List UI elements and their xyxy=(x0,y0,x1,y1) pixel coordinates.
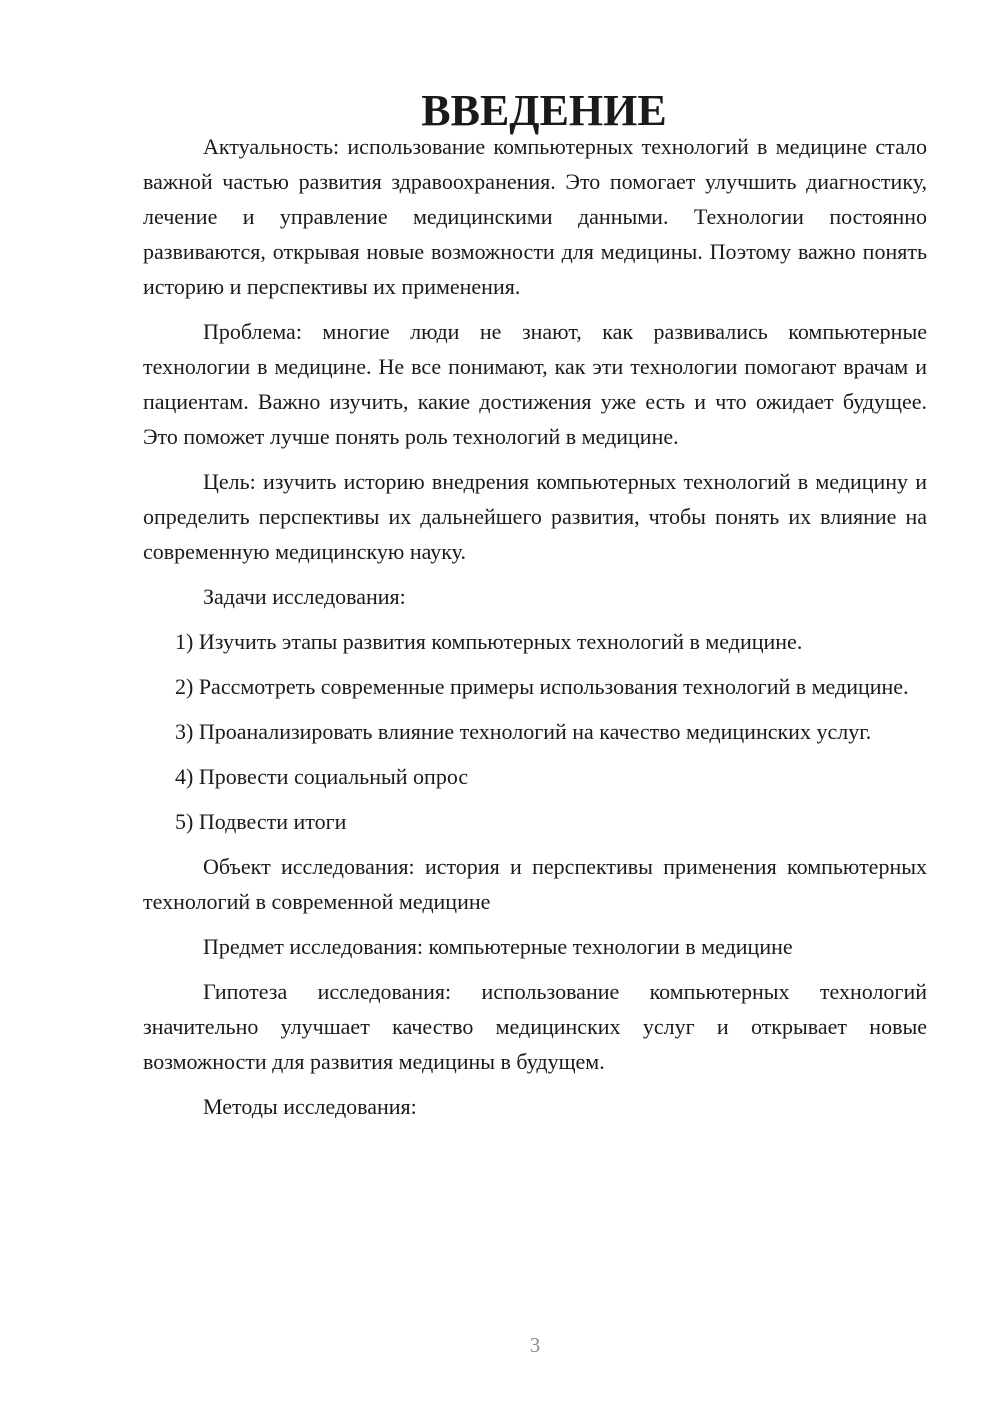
page-number: 3 xyxy=(529,1333,541,1357)
task-item: 1) Изучить этапы развития компьютерных технологий в медицине. xyxy=(175,629,803,654)
hypothesis-paragraph: Гипотеза исследования: использование компьютерных технологий значительно улучшает качество медицинских услуг и открывает новые возможности для развития медицины в будущем. xyxy=(143,979,927,1074)
methods-heading: Методы исследования: xyxy=(203,1094,417,1119)
task-item: 3) Проанализировать влияние технологий на качество медицинских услуг. xyxy=(175,719,872,744)
task-item: 5) Подвести итоги xyxy=(175,809,347,834)
goal-paragraph: Цель: изучить историю внедрения компьютерных технологий в медицину и определить перспективы их дальнейшего развития, чтобы понять их влияние на современную медицинскую науку. xyxy=(143,469,927,564)
task-item: 2) Рассмотреть современные примеры использования технологий в медицине. xyxy=(175,674,909,699)
relevance-paragraph: Актуальность: использование компьютерных технологий в медицине стало важной частью развития здравоохранения. Это помогает улучшить диагностику, лечение и управление медицинскими данными. Технологии постоянно развиваются, открывая новые возможности для медицины. Поэтому важно понять историю и перспективы их применения. xyxy=(143,134,927,299)
task-item: 4) Провести социальный опрос xyxy=(175,764,469,789)
object-paragraph: Объект исследования: история и перспективы применения компьютерных технологий в современной медицине xyxy=(143,854,927,914)
tasks-heading: Задачи исследования: xyxy=(203,584,406,609)
subject-paragraph: Предмет исследования: компьютерные технологии в медицине xyxy=(203,934,793,959)
problem-paragraph: Проблема: многие люди не знают, как развивались компьютерные технологии в медицине. Не все понимают, как эти технологии помогают врачам и пациентам. Важно изучить, какие достижения уже есть и что ожидает будущее. Это поможет лучше понять роль технологий в медицине. xyxy=(143,319,927,449)
section-title: ВВЕДЕНИЕ xyxy=(421,86,667,135)
page-body xyxy=(143,86,927,1124)
